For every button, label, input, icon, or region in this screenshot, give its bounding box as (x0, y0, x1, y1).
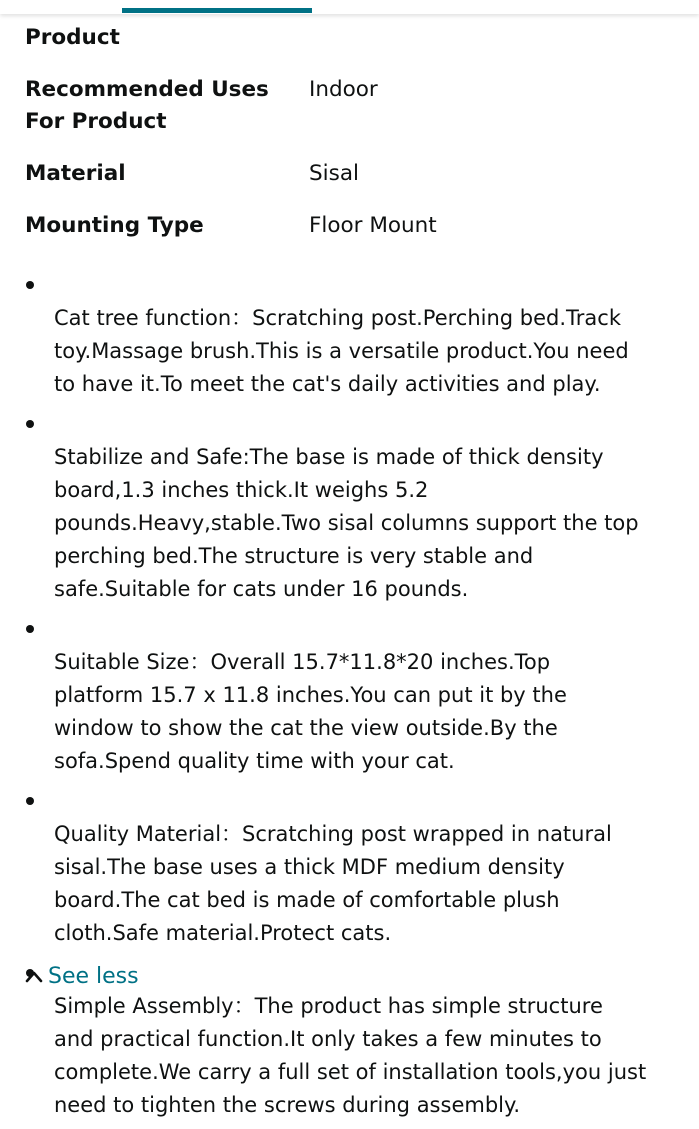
spec-row-recommended-uses (25, 74, 378, 138)
bullet-dot-icon (26, 420, 34, 428)
sticky-header-edge (0, 0, 699, 14)
spec-row-mounting-type (25, 210, 437, 242)
spec-label (25, 74, 309, 138)
spec-value: Indoor (309, 77, 378, 102)
feature-bullet (0, 269, 699, 401)
bullet-dot-icon (26, 625, 34, 633)
header-accent-bar (122, 8, 312, 13)
bullet-line: complete.We carry a full set of installation tools,you just (54, 1060, 647, 1084)
bullet-line: cloth.Safe material.Protect cats. (54, 921, 392, 945)
bullet-line: to have it.To meet the cat's daily activities and play. (54, 372, 601, 396)
bullet-line: toy.Massage brush.This is a versatile product.You need (54, 339, 629, 363)
bullet-line: safe.Suitable for cats under 16 pounds. (54, 577, 469, 601)
spec-value: Floor Mount (309, 213, 437, 238)
bullet-line: window to show the cat the view outside.By the (54, 716, 558, 740)
bullet-line: Simple Assembly：The product has simple structure (54, 994, 603, 1018)
feature-bullet (0, 408, 699, 606)
bullet-line: sisal.The base uses a thick MDF medium density (54, 855, 565, 879)
feature-bullets (0, 269, 699, 1129)
bullet-line: need to tighten the screws during assembly. (54, 1093, 521, 1117)
bullet-line: pounds.Heavy,stable.Two sisal columns support the top (54, 511, 639, 535)
spec-value: Sisal (309, 161, 359, 186)
bullet-line: Suitable Size：Overall 15.7*11.8*20 inches.Top (54, 650, 551, 674)
bullet-dot-icon (26, 797, 34, 805)
bullet-line: board,1.3 inches thick.It weighs 5.2 (54, 478, 429, 502)
bullet-line: Quality Material：Scratching post wrapped in natural (54, 822, 612, 846)
spec-label: Mounting Type (25, 213, 204, 238)
chevron-up-icon (24, 967, 44, 987)
bullet-line: platform 15.7 x 11.8 inches.You can put it by the (54, 683, 567, 707)
bullet-dot-icon (26, 281, 34, 289)
feature-bullet (0, 613, 699, 778)
spec-label-line: For Product (25, 109, 167, 134)
see-less-link[interactable] (24, 961, 139, 993)
spec-label-text: Product (25, 25, 120, 50)
see-less-label[interactable]: See less (48, 964, 139, 989)
bullet-line: Cat tree function：Scratching post.Perching bed.Track (54, 306, 622, 330)
feature-bullet (0, 785, 699, 950)
bullet-line: board.The cat bed is made of comfortable plush (54, 888, 560, 912)
bullet-line: perching bed.The structure is very stable and (54, 544, 534, 568)
bullet-line: Stabilize and Safe:The base is made of thick density (54, 445, 604, 469)
spec-label: Material (25, 161, 126, 186)
bullet-line: sofa.Spend quality time with your cat. (54, 749, 455, 773)
spec-label-line: Recommended Uses (25, 77, 269, 102)
bullet-line: and practical function.It only takes a few minutes to (54, 1027, 602, 1051)
spec-row-material (25, 158, 359, 190)
